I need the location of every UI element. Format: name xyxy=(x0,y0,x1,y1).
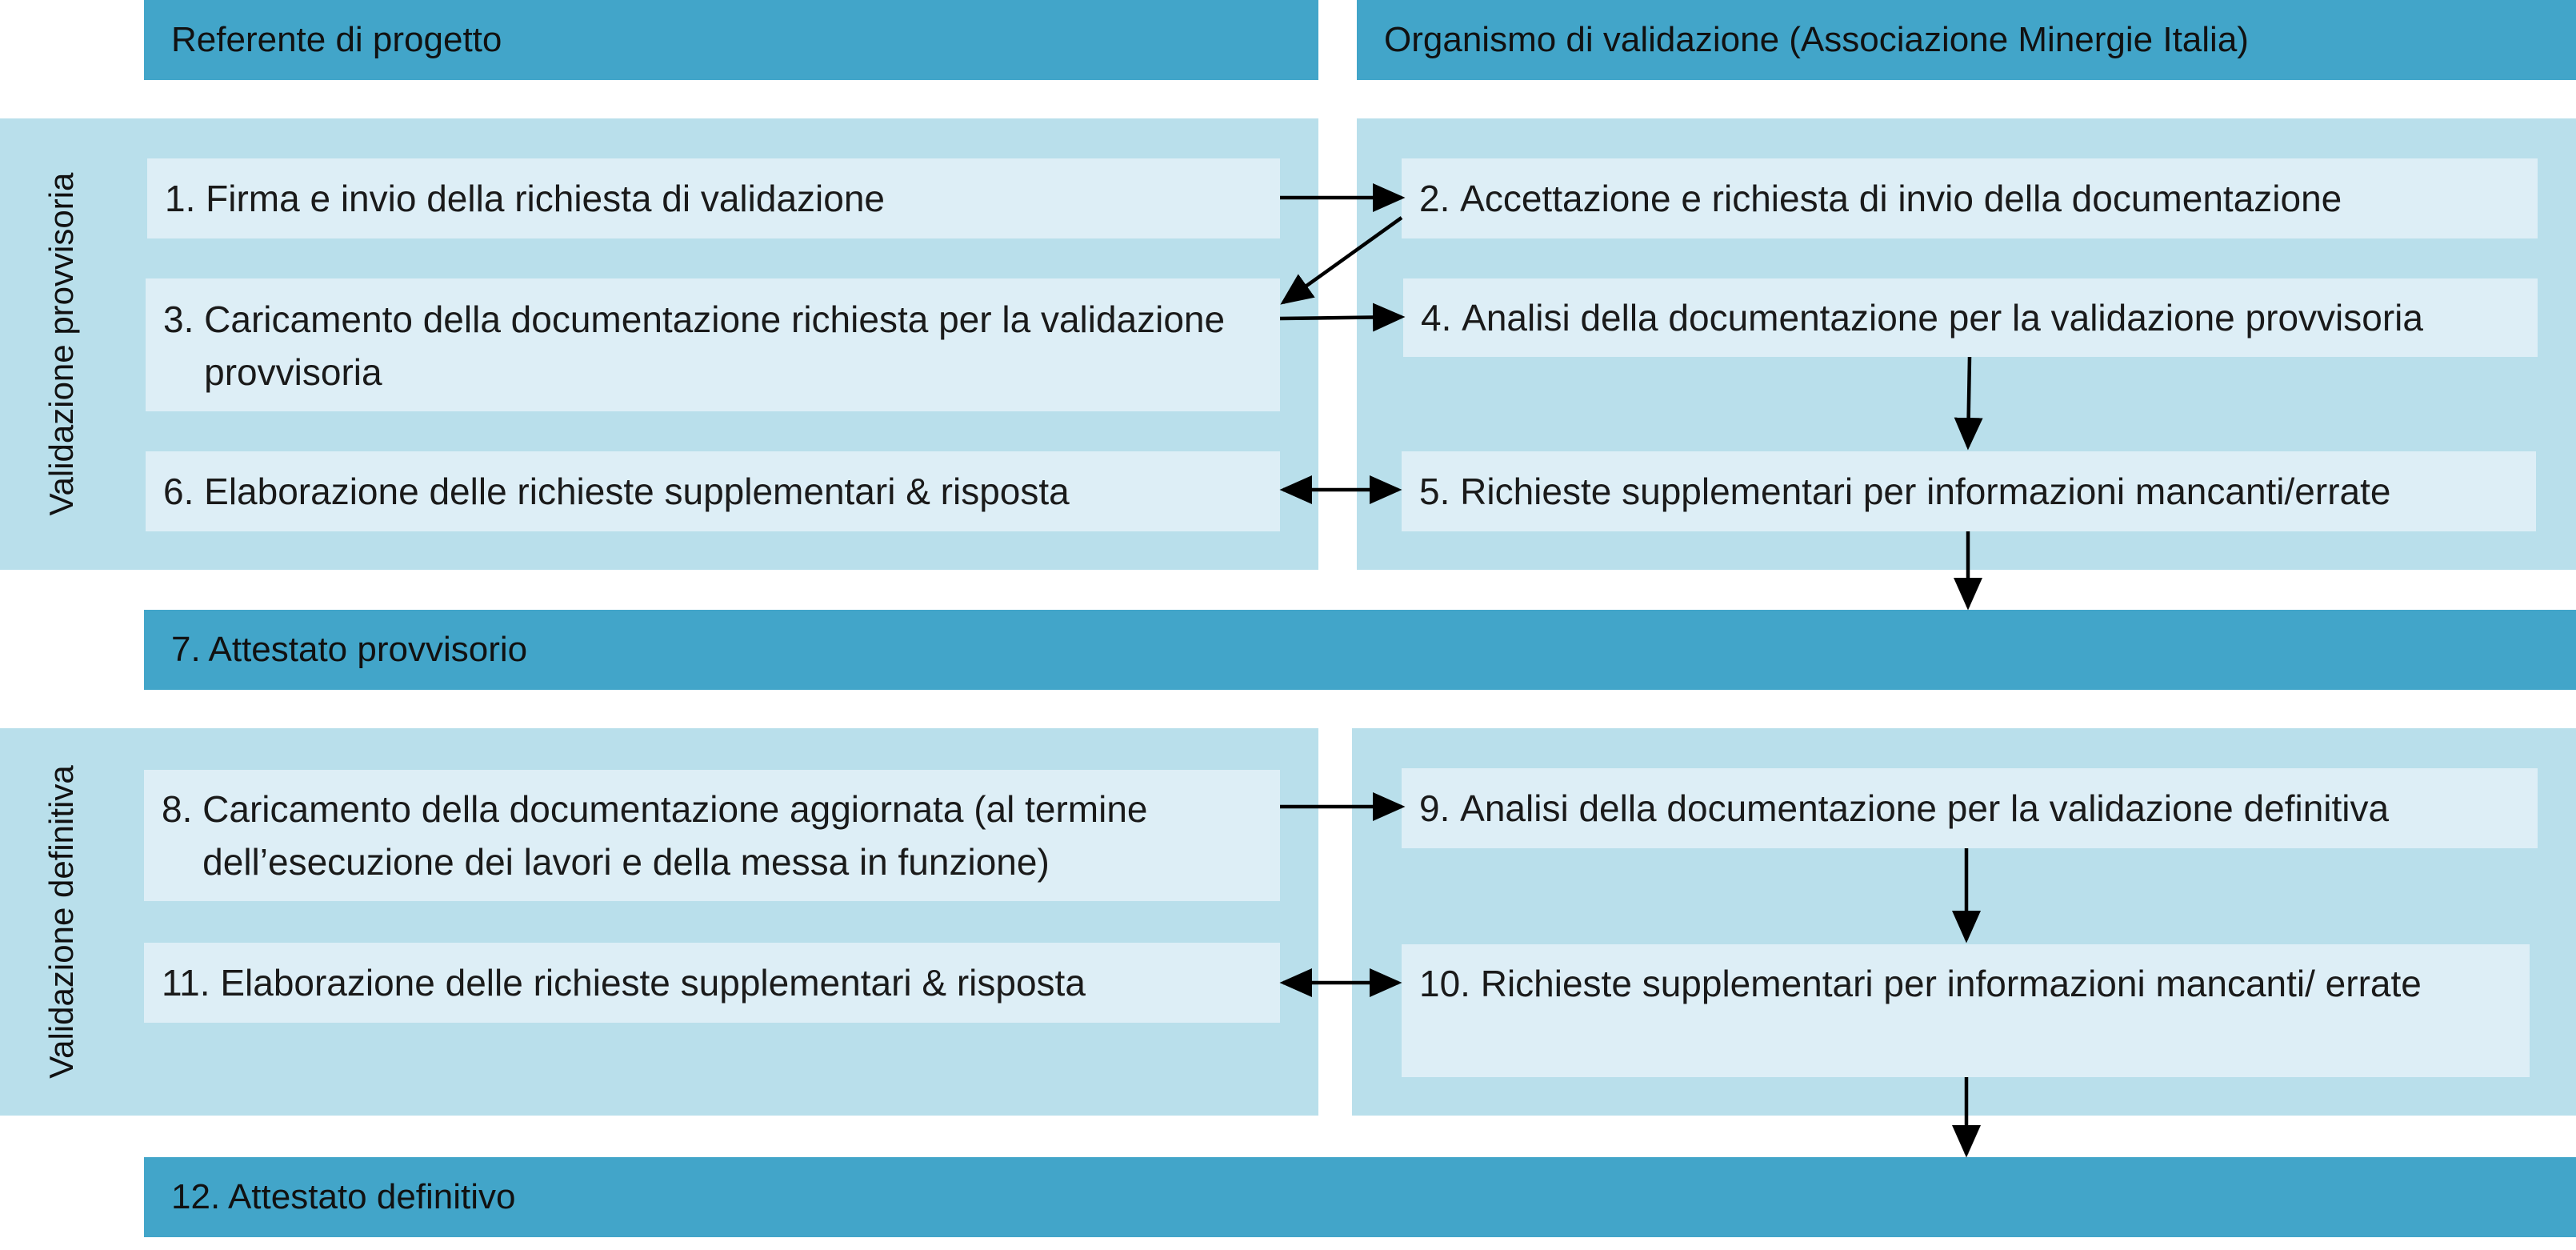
step-11-number: 11. xyxy=(162,962,210,1004)
step-9-box xyxy=(1402,768,2538,848)
step-7-band xyxy=(144,610,2576,690)
step-12-label: 12. Attestato definitivo xyxy=(171,1177,516,1216)
step-4-box xyxy=(1403,278,2538,357)
header-referente xyxy=(144,0,1318,80)
step-4-text: Analisi della documentazione per la validazione provvisoria xyxy=(1462,297,2423,339)
step-6-box xyxy=(146,451,1280,531)
step-10-text: Richieste supplementari per informazioni mancanti/ errate xyxy=(1480,963,2422,1004)
header-organismo xyxy=(1357,0,2576,80)
header-organismo-label: Organismo di validazione (Associazione Minergie Italia) xyxy=(1384,20,2249,59)
step-11-text: Elaborazione delle richieste supplementari & risposta xyxy=(220,962,1086,1004)
step-7-label: 7. Attestato provvisorio xyxy=(171,630,528,669)
step-10-number: 10. xyxy=(1419,963,1470,1004)
step-1-text: Firma e invio della richiesta di validazione xyxy=(206,178,885,219)
step-3-box xyxy=(146,278,1280,411)
step-6-text: Elaborazione delle richieste supplementari & risposta xyxy=(204,471,1070,512)
phase-label-provisional: Validazione provvisoria xyxy=(42,172,80,516)
step-2-number: 2. xyxy=(1419,178,1450,219)
step-5-number: 5. xyxy=(1419,471,1450,512)
step-3-number: 3. xyxy=(163,298,194,340)
step-8-text: Caricamento della documentazione aggiornata (al termine dell’esecuzione dei lavori e della messa in funzione) xyxy=(202,788,1148,883)
step-8-box xyxy=(144,770,1280,901)
step-10-box xyxy=(1402,944,2530,1077)
step-4-number: 4. xyxy=(1421,297,1452,339)
step-9-number: 9. xyxy=(1419,787,1450,829)
step-11-box xyxy=(144,943,1280,1023)
step-1-number: 1. xyxy=(165,178,196,219)
step-3-text: Caricamento della documentazione richiesta per la validazione provvisoria xyxy=(204,298,1226,393)
step-9-text: Analisi della documentazione per la validazione definitiva xyxy=(1460,787,2390,829)
step-1-box xyxy=(147,158,1280,238)
step-8-number: 8. xyxy=(162,788,193,830)
step-2-box xyxy=(1402,158,2538,238)
step-5-text: Richieste supplementari per informazioni mancanti/errate xyxy=(1460,471,2391,512)
phase-label-definitive: Validazione definitiva xyxy=(42,765,80,1079)
step-6-number: 6. xyxy=(163,471,194,512)
step-12-band xyxy=(144,1157,2576,1237)
header-referente-label: Referente di progetto xyxy=(171,20,502,59)
step-2-text: Accettazione e richiesta di invio della documentazione xyxy=(1460,178,2342,219)
step-5-box xyxy=(1402,451,2536,531)
